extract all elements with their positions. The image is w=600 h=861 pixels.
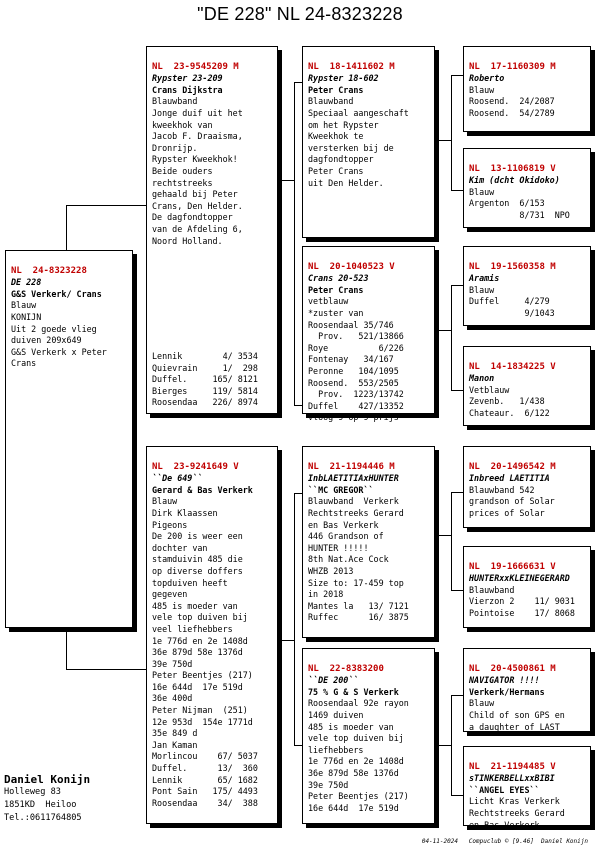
detail-line: Blauwband xyxy=(308,96,354,107)
detail-line: Roosend. 553/2505 xyxy=(308,377,399,388)
detail-line: 485 is moeder van xyxy=(152,600,238,611)
connector-line xyxy=(294,82,295,405)
detail-line: dagfondtopper xyxy=(308,154,374,165)
ring-number: NL 21-1194485 V xyxy=(469,761,556,772)
detail-line: Beide ouders xyxy=(152,165,213,176)
detail-line: duiven 209x649 xyxy=(11,335,82,346)
detail-line: Blauw xyxy=(152,496,178,507)
detail-line: KONIJN xyxy=(11,311,42,322)
pigeon-name: NAVIGATOR !!!! xyxy=(469,675,540,686)
detail-line: Prov. 1223/13742 xyxy=(308,389,404,400)
ring-number: NL 24-8323228 xyxy=(11,265,87,276)
connector-line xyxy=(451,492,452,590)
detail-line: 12e 953d 154e 1771d xyxy=(152,716,253,727)
pigeon-name: sTINKERBELLxxBIBI xyxy=(469,773,555,784)
detail-line: Vierzon 2 11/ 9031 xyxy=(469,596,575,607)
detail-line: gegeven xyxy=(152,589,188,600)
detail-line: Zevenb. 1/438 xyxy=(469,396,545,407)
race-result: Bierges 119/ 5814 xyxy=(152,385,258,396)
ring-number: NL 20-4500861 M xyxy=(469,663,556,674)
connector-line xyxy=(439,140,451,141)
detail-line: 36e 400d xyxy=(152,693,193,704)
footer-credit: 04-11-2024 Compuclub © [9.46] Daniel Konijn xyxy=(421,838,588,845)
detail-line: rechtstreeks xyxy=(152,177,213,188)
sire-card xyxy=(146,46,278,414)
pigeon-name: Kim (dcht Okidoko) xyxy=(469,175,560,186)
connector-line xyxy=(294,405,302,406)
connector-line xyxy=(451,285,452,390)
pigeon-name: Rypster 23-209 xyxy=(152,73,223,84)
ring-number: NL 21-1194446 M xyxy=(308,461,395,472)
dd-sire-card xyxy=(463,648,591,732)
detail-line: G&S Verkerk x Peter xyxy=(11,346,107,357)
connector-line xyxy=(294,745,302,746)
detail-line: Duffel. 13/ 360 xyxy=(152,763,258,774)
detail-line: veel liefhebbers xyxy=(152,623,233,634)
detail-line: Jonge duif uit het xyxy=(152,107,243,118)
detail-line: HUNTER !!!!! xyxy=(308,542,369,553)
race-result: Duffel. 165/ 8121 xyxy=(152,374,258,385)
detail-line: 36e 879d 58e 1376d xyxy=(308,767,399,778)
detail-line: vele top duiven bij xyxy=(308,733,404,744)
detail-line: Roye 6/226 xyxy=(308,342,404,353)
detail-line: Blauw xyxy=(469,186,495,197)
detail-line: a daughter of LAST xyxy=(469,721,560,732)
detail-line: 1e 776d en 2e 1408d xyxy=(308,756,404,767)
subject-card xyxy=(5,250,133,628)
detail-line: topduiven heeft xyxy=(152,577,228,588)
owner-city: 1851KD Heiloo xyxy=(4,800,77,810)
detail-line: om het Rypster xyxy=(308,119,379,130)
detail-line: uit Den Helder. xyxy=(308,177,384,188)
connector-line xyxy=(282,180,294,181)
breeder: Verkerk/Hermans xyxy=(469,686,545,697)
breeder: Peter Crans xyxy=(308,284,364,295)
detail-line: Uit 2 goede vlieg xyxy=(11,323,97,334)
connector-line xyxy=(451,492,463,493)
detail-line: Argenton 6/153 xyxy=(469,198,545,209)
breeder: G&S Verkerk/ Crans xyxy=(11,288,102,299)
sd-dam-card xyxy=(463,346,591,426)
ring-number: NL 14-1834225 V xyxy=(469,361,556,372)
detail-line: Rechtstreeks Gerard xyxy=(469,807,565,818)
detail-line: Child of son GPS en xyxy=(469,709,565,720)
detail-line: Vetblauw xyxy=(469,384,510,395)
dam-sire-card xyxy=(302,446,435,638)
connector-line xyxy=(451,695,452,795)
detail-line: liefhebbers xyxy=(308,744,364,755)
breeder: Gerard & Bas Verkerk xyxy=(152,484,253,495)
owner-phone: Tel.:0611764805 xyxy=(4,813,82,823)
detail-line: en Bas Verkerk xyxy=(308,519,379,530)
pigeon-name: HUNTERxxKLEINEGERARD xyxy=(469,573,570,584)
detail-line: grandson of Solar xyxy=(469,496,555,507)
detail-line: Dirk Klaassen xyxy=(152,507,218,518)
ring-number: NL 23-9545209 M xyxy=(152,61,239,72)
detail-line: Roosend. 24/2087 xyxy=(469,96,555,107)
race-results xyxy=(152,351,272,409)
detail-line: 8th Nat.Ace Cock xyxy=(308,554,389,565)
detail-line: Blauwband xyxy=(469,584,515,595)
detail-line: Jan Kaman xyxy=(152,739,198,750)
detail-line: 35e 849 d xyxy=(152,728,198,739)
pedigree-title: "DE 228" NL 24-8323228 xyxy=(197,4,403,24)
detail-line: Rypster Kweekhok! xyxy=(152,154,238,165)
detail-line: kweekhok van xyxy=(152,119,213,130)
pigeon-name: ``DE 200`` xyxy=(308,675,359,686)
ss-sire-card xyxy=(463,46,591,132)
detail-line: Roosend. 54/2789 xyxy=(469,107,555,118)
detail-line: Duffel 4/279 xyxy=(469,296,550,307)
detail-line: prices of Solar xyxy=(469,507,545,518)
detail-line: Pigeons xyxy=(152,519,188,530)
connector-line xyxy=(439,535,451,536)
detail-line: Peter Nijman (251) xyxy=(152,705,248,716)
dam-card xyxy=(146,446,278,824)
connector-line xyxy=(451,695,463,696)
ring-number: NL 13-1106819 V xyxy=(469,163,556,174)
detail-line: Blauw xyxy=(469,84,495,95)
detail-line: Blauwband xyxy=(152,96,198,107)
detail-line: versterken bij de xyxy=(308,142,394,153)
sire-dam-card xyxy=(302,246,435,423)
detail-line: vetblauw xyxy=(308,296,349,307)
detail-line: vloog 9 op 9 prijs xyxy=(308,412,399,423)
pigeon-name: Crans 20-523 xyxy=(308,273,369,284)
pigeon-name: Roberto xyxy=(469,73,505,84)
detail-line: Blauw xyxy=(11,300,37,311)
connector-line xyxy=(451,390,463,391)
connector-line xyxy=(439,745,451,746)
pigeon-name: InbLAETITIAxHUNTER xyxy=(308,473,399,484)
detail-line: Crans, Den Helder. xyxy=(152,200,243,211)
pigeon-name: Manon xyxy=(469,373,495,384)
breeder: ``ANGEL EYES`` xyxy=(469,784,540,795)
detail-line: 16e 644d 17e 519d xyxy=(308,802,399,813)
ds-dam-card xyxy=(463,546,591,628)
ring-number: NL 23-9241649 V xyxy=(152,461,239,472)
detail-line: Roosendaa 34/ 388 xyxy=(152,797,258,808)
pigeon-name: Rypster 18-602 xyxy=(308,73,379,84)
sd-sire-card xyxy=(463,246,591,326)
detail-line: De 200 is weer een xyxy=(152,531,243,542)
detail-line: Peter Beentjes (217) xyxy=(152,670,253,681)
race-result: Quievrain 1/ 298 xyxy=(152,362,258,373)
detail-line: 8/731 NPO xyxy=(469,209,570,220)
detail-line: Pointoise 17/ 8068 xyxy=(469,607,575,618)
connector-line xyxy=(282,640,294,641)
detail-line: Fontenay 34/167 xyxy=(308,354,394,365)
detail-line: 485 is moeder van xyxy=(308,721,394,732)
ring-number: NL 20-1040523 V xyxy=(308,261,395,272)
connector-line xyxy=(451,795,463,796)
connector-line xyxy=(66,205,146,206)
detail-line: Lennik 65/ 1682 xyxy=(152,774,258,785)
connector-line xyxy=(294,82,302,83)
detail-line: 39e 750d xyxy=(152,658,193,669)
detail-line: 446 Grandson of xyxy=(308,531,384,542)
connector-line xyxy=(294,493,295,745)
breeder: 75 % G & S Verkerk xyxy=(308,686,399,697)
detail-line: gehaald bij Peter xyxy=(152,189,238,200)
detail-line: Blauw xyxy=(469,284,495,295)
dam-dam-card xyxy=(302,648,435,824)
ring-number: NL 18-1411602 M xyxy=(308,61,395,72)
connector-line xyxy=(66,669,146,670)
connector-line xyxy=(451,590,463,591)
detail-line: De dagfondtopper xyxy=(152,212,233,223)
connector-line xyxy=(439,330,451,331)
detail-line: Noord Holland. xyxy=(152,235,223,246)
owner-block xyxy=(4,760,90,838)
detail-line: Morlincou 67/ 5037 xyxy=(152,751,258,762)
ring-number: NL 17-1160309 M xyxy=(469,61,556,72)
breeder: Peter Crans xyxy=(308,84,364,95)
pigeon-name: Aramis xyxy=(469,273,500,284)
dd-dam-card xyxy=(463,746,591,830)
detail-line: Pont Sain 175/ 4493 xyxy=(152,786,258,797)
connector-line xyxy=(451,190,463,191)
owner-name: Daniel Konijn xyxy=(4,773,91,786)
detail-line: Ruffec 16/ 3875 xyxy=(308,612,409,623)
detail-line: Size to: 17-459 top xyxy=(308,577,404,588)
pigeon-name: DE 228 xyxy=(11,277,42,288)
ring-number: NL 19-1560358 M xyxy=(469,261,556,272)
detail-line: Dronrijp. xyxy=(152,142,198,153)
ss-dam-card xyxy=(463,148,591,228)
connector-line xyxy=(66,205,67,251)
connector-line xyxy=(66,628,67,670)
detail-line: stamduivin 485 die xyxy=(152,554,243,565)
owner-address: Holleweg 83 xyxy=(4,787,61,797)
connector-line xyxy=(451,75,463,76)
connector-line xyxy=(451,75,452,190)
detail-line: Licht Kras Verkerk xyxy=(469,796,560,807)
detail-line: Kweekhok te xyxy=(308,131,364,142)
race-result: Lennik 4/ 3534 xyxy=(152,351,258,362)
pigeon-name: ``De 649`` xyxy=(152,473,203,484)
detail-line: Duffel 427/13352 xyxy=(308,400,404,411)
race-result: Roosendaa 226/ 8974 xyxy=(152,397,258,408)
detail-line: en Bas Verkerk xyxy=(469,819,540,830)
detail-line: 9/1043 xyxy=(469,307,555,318)
detail-line: Blauw xyxy=(469,698,495,709)
connector-line xyxy=(451,285,463,286)
detail-line: dochter van xyxy=(152,542,208,553)
detail-line: Jacob F. Draaisma, xyxy=(152,131,243,142)
detail-line: Chateaur. 6/122 xyxy=(469,407,550,418)
detail-line: 39e 750d xyxy=(308,779,349,790)
detail-line: *zuster van xyxy=(308,307,364,318)
detail-line: 1e 776d en 2e 1408d xyxy=(152,635,248,646)
detail-line: 36e 879d 58e 1376d xyxy=(152,647,243,658)
detail-line: Roosendaal 35/746 xyxy=(308,319,394,330)
connector-line xyxy=(294,493,302,494)
detail-line: op diverse doffers xyxy=(152,565,243,576)
detail-line: Crans xyxy=(11,358,37,369)
detail-line: Mantes la 13/ 7121 xyxy=(308,600,409,611)
detail-line: Blauwband 542 xyxy=(469,484,535,495)
ring-number: NL 22-8383200 xyxy=(308,663,384,674)
pigeon-name: Inbreed LAETITIA xyxy=(469,473,550,484)
detail-line: van de Afdeling 6, xyxy=(152,223,243,234)
detail-line: vele top duiven bij xyxy=(152,612,248,623)
sire-sire-card xyxy=(302,46,435,238)
ring-number: NL 20-1496542 M xyxy=(469,461,556,472)
detail-line: 1469 duiven xyxy=(308,709,364,720)
detail-line: Speciaal aangeschaft xyxy=(308,107,409,118)
detail-line: WHZB 2013 xyxy=(308,565,354,576)
detail-line: in 2018 xyxy=(308,589,344,600)
detail-line: Peter Beentjes (217) xyxy=(308,791,409,802)
detail-line: Rechtstreeks Gerard xyxy=(308,507,404,518)
detail-line: Peronne 104/1095 xyxy=(308,365,399,376)
detail-line: 16e 644d 17e 519d xyxy=(152,681,243,692)
ds-sire-card xyxy=(463,446,591,528)
breeder: ``MC GREGOR`` xyxy=(308,484,374,495)
detail-line: Blauwband Verkerk xyxy=(308,496,399,507)
detail-line: Prov. 521/13866 xyxy=(308,331,404,342)
detail-line: Peter Crans xyxy=(308,165,364,176)
ring-number: NL 19-1666631 V xyxy=(469,561,556,572)
detail-line: Roosendaal 92e rayon xyxy=(308,698,409,709)
breeder: Crans Dijkstra xyxy=(152,84,223,95)
